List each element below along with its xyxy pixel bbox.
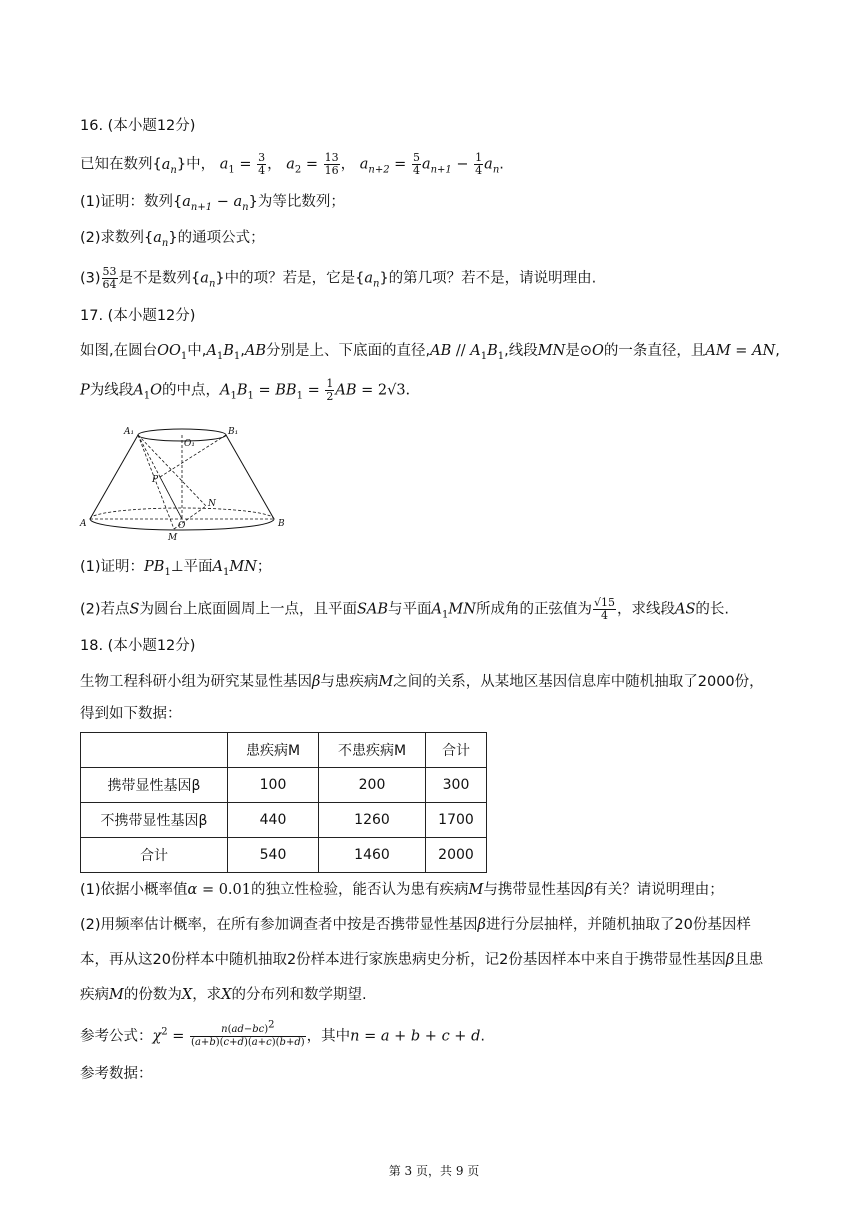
table-row [81, 803, 487, 838]
q16-header: 16. (本小题12分) [80, 118, 196, 134]
table-header-cell [81, 733, 228, 768]
table-cell: 440 [228, 803, 319, 838]
table-header-cell: 患疾病M [228, 733, 319, 768]
label-M: M [168, 533, 178, 542]
table-row [81, 768, 487, 803]
table-cell: 不携带显性基因β [81, 803, 228, 838]
label-A1: A₁ [124, 427, 135, 437]
q17-intro-line1: 如图,在圆台$OO_1$中$,A_1B_1,AB$分别是上、下底面的直径,AB // $A_1B_1$,线段MN是⊙O的一条直径，且AM = AN, [80, 343, 780, 362]
table-cell: 300 [426, 768, 487, 803]
table-cell: 1460 [319, 838, 426, 873]
label-O: O [178, 521, 186, 531]
q17-part1: (1)证明：$PB_1\perp$平面$A_1MN$； [80, 559, 272, 578]
q16-part3: (3) $\frac{53}{64}$ 是不是数列$\{a_n\}$中的项？若是，它是$\{a_n\}$的第几项？若不是，请说明理由. [80, 265, 597, 291]
q16-intro: 已知在数列$\{a_n\}$中， $a_1$ = $\frac{3}{4}$ ， $a_2$ = $\frac{13}{16}$ ， $a_{n+2}$ = $\frac{5}{4}$ $a_{n+1}$ − $\frac{1}{4}$ $a_n$. [80, 151, 504, 177]
label-A: A [80, 519, 87, 529]
q18-header: 18. (本小题12分) [80, 638, 196, 654]
table-cell: 200 [319, 768, 426, 803]
table-cell: 合计 [81, 838, 228, 873]
q18-part2-line2: 本，再从这20份样本中随机抽取2份样本进行家族患病史分析，记2份基因样本中来自于携带显性基因β且患 [80, 952, 764, 968]
q17-part2: (2)若点S为圆台上底面圆周上一点，且平面SAB与平面$A_1MN$所成角的正弦值为 $\frac{√15}{4}$ ，求线段AS的长. [80, 596, 729, 622]
q16-part2: (2)求数列$\{a_n\}$的通项公式； [80, 230, 265, 249]
q18-part1: (1)依据小概率值α = 0.01的独立性检验，能否认为患有疾病M与携带显性基因β有关？请说明理由； [80, 882, 724, 898]
q17-intro-line2: P为线段$A_1O$的中点，$A_1B_1 = BB_1$ = $\frac{1}{2}$ AB = 2√3. [80, 377, 411, 403]
frustum-figure [78, 422, 288, 546]
label-P: P [152, 475, 159, 485]
table-cell: 1260 [319, 803, 426, 838]
table-cell: 2000 [426, 838, 487, 873]
table-cell: 100 [228, 768, 319, 803]
table-header-cell: 合计 [426, 733, 487, 768]
table-row [81, 838, 487, 873]
q17-header: 17. (本小题12分) [80, 308, 196, 324]
label-N: N [208, 499, 216, 509]
q18-data-label: 参考数据： [80, 1066, 153, 1082]
table-header-row [81, 733, 487, 768]
table-cell: 1700 [426, 803, 487, 838]
q16-part1: (1)证明：数列$\{a_{n+1} - a_n\}$为等比数列； [80, 194, 345, 213]
q18-formula: 参考公式：$\chi^2$ = $\frac{n(ad-bc)^2}{(a+b)(c+d)(a+c)(b+d)}$ ，其中n = a + b + c + d. [80, 1019, 485, 1048]
table-cell: 携带显性基因β [81, 768, 228, 803]
q18-part2-line1: (2)用频率估计概率，在所有参加调查者中按是否携带显性基因β进行分层抽样，并随机抽取了20份基因样 [80, 917, 751, 933]
contingency-table [80, 732, 487, 873]
table-cell: 540 [228, 838, 319, 873]
label-O1: O₁ [184, 439, 195, 449]
q18-intro-line1: 生物工程科研小组为研究某显性基因β与患疾病M之间的关系，从某地区基因信息库中随机抽取了2000份， [80, 674, 764, 690]
label-B1: B₁ [228, 427, 239, 437]
page-footer: 第 3 页，共 9 页 [388, 1164, 480, 1178]
table-header-cell: 不患疾病M [319, 733, 426, 768]
q18-intro-line2: 得到如下数据： [80, 706, 182, 722]
q18-part2-line3: 疾病M的份数为X，求X的分布列和数学期望. [80, 987, 367, 1003]
label-B: B [278, 519, 285, 529]
